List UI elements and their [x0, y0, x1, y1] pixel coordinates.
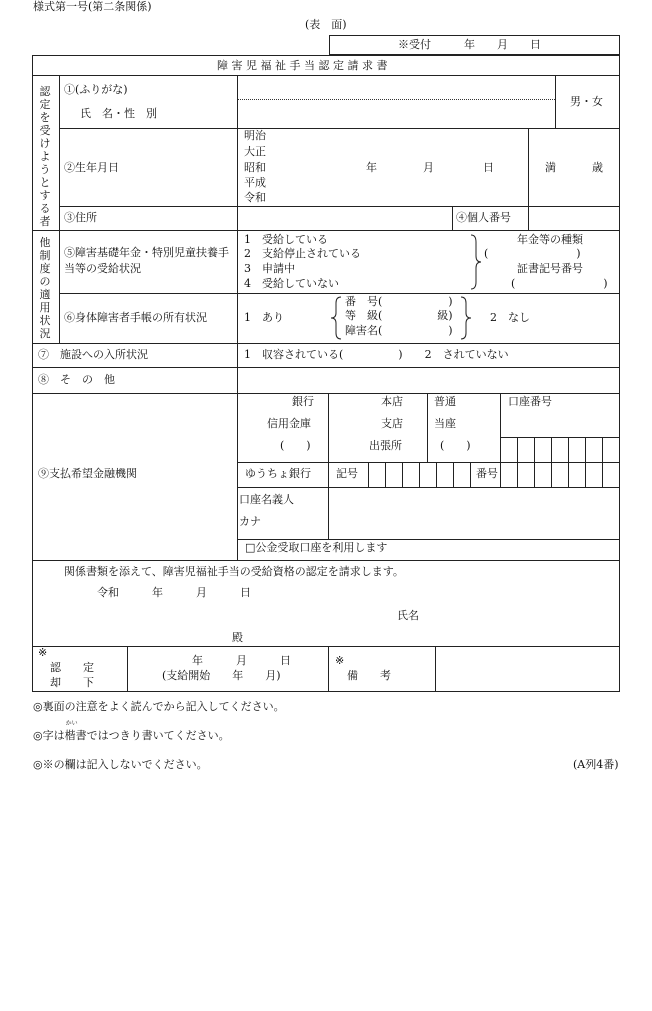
handbook-no-option[interactable]: 2 なし [490, 311, 530, 324]
pension-type-input[interactable]: ( ) [484, 247, 581, 260]
yucho-number-label: 番号 [476, 467, 498, 480]
addressee-label: 殿 [232, 631, 243, 644]
handbook-number-field[interactable]: 番 号( ) [345, 295, 453, 308]
age-unit-label: 歳 [592, 161, 603, 174]
note2-kanji: 楷 [64, 729, 76, 742]
facility-options[interactable]: 1 収容されている( ) 2 されていない [244, 348, 509, 361]
decision-approve: 認 定 [50, 661, 94, 674]
note-do-not-fill: ◎※の欄は記入しないでください。 [33, 758, 208, 771]
birth-day-unit: 日 [483, 161, 494, 174]
remarks-label: 備 考 [347, 669, 391, 682]
pension-label-line1: ⑤障害基礎年金・特別児童扶養手 [64, 246, 229, 259]
era-reiwa[interactable]: 令和 [244, 191, 266, 204]
age-full-label: 満 [545, 161, 556, 174]
reception-label: ※受付 年 月 日 [398, 38, 541, 51]
pension-option-2[interactable]: 2 支給停止されている [244, 247, 361, 260]
handbook-label: ⑥身体障害者手帳の所有状況 [64, 311, 207, 324]
address-label: ③住所 [64, 211, 97, 224]
handbook-grade-field[interactable]: 等 級( 級) [345, 309, 453, 322]
yucho-symbol-label: 記号 [336, 467, 358, 480]
era-heisei[interactable]: 平成 [244, 176, 266, 189]
account-type-current[interactable]: 当座 [434, 417, 456, 430]
decision-date: 年 月 日 [192, 654, 291, 667]
handbook-disability-field[interactable]: 障害名( ) [345, 324, 453, 337]
pension-option-3[interactable]: 3 申請中 [244, 262, 295, 275]
birth-month-unit: 月 [423, 161, 434, 174]
account-type-other-input[interactable]: ( ) [440, 439, 471, 452]
name-gender-label: 氏 名・性 別 [80, 107, 157, 120]
account-number-label: 口座番号 [508, 395, 552, 408]
ruby-kai: かい [65, 720, 78, 727]
left-brace-icon [330, 296, 342, 340]
applicant-section-label: 認定を受けようとする者 [39, 85, 51, 228]
note2-suffix: 書ではつきり書いてください。 [75, 729, 230, 742]
branch-sub-branch[interactable]: 出張所 [369, 439, 402, 452]
note2-prefix: ◎字は [33, 729, 65, 742]
other-label: ⑧ そ の 他 [38, 373, 115, 386]
right-brace-icon [460, 296, 472, 340]
payment-start-label: (支給開始 年 月) [162, 669, 281, 682]
pension-label-line2: 当等の受給状況 [64, 262, 141, 275]
note-write-clearly [33, 720, 230, 742]
certificate-number-label: 証書記号番号 [517, 262, 583, 275]
account-holder-label: 口座名義人 [239, 493, 294, 506]
era-showa[interactable]: 昭和 [244, 161, 266, 174]
applicant-name-label: 氏名 [397, 609, 419, 622]
birth-year-unit: 年 [366, 161, 377, 174]
handbook-yes-option[interactable]: 1 あり [244, 311, 284, 324]
account-holder-kana-label: カナ [239, 515, 261, 528]
branch-head-office[interactable]: 本店 [381, 395, 403, 408]
birthdate-label: ②生年月日 [64, 161, 119, 174]
paper-size-label: (A列4番) [573, 758, 619, 771]
decision-reject: 却 下 [50, 676, 94, 689]
bank-type-other-input[interactable]: ( ) [280, 439, 311, 452]
page-side-label: (表 面) [305, 18, 347, 31]
bank-type-bank[interactable]: 銀行 [292, 395, 314, 408]
era-taisho[interactable]: 大正 [244, 145, 266, 158]
individual-number-label: ④個人番号 [456, 211, 511, 224]
form-title: 障 害 児 福 祉 手 当 認 定 請 求 書 [217, 59, 388, 72]
form-number: 様式第一号(第二条関係) [33, 0, 152, 13]
facility-label: ⑦ 施設への入所状況 [38, 348, 148, 361]
declaration-statement: 関係書類を添えて、障害児福祉手当の受給資格の認定を請求します。 [64, 565, 404, 578]
pension-option-1[interactable]: 1 受給している [244, 233, 328, 246]
pension-option-4[interactable]: 4 受給していない [244, 277, 339, 290]
bank-label: ⑨支払希望金融機関 [38, 467, 137, 480]
branch-branch[interactable]: 支店 [381, 417, 403, 430]
other-systems-section-label: 他制度の適用状況 [39, 236, 51, 340]
right-brace-icon [470, 234, 482, 290]
pension-type-label: 年金等の種類 [517, 233, 583, 246]
declaration-date[interactable]: 令和 年 月 日 [97, 586, 251, 599]
decision-mark: ※ [38, 646, 48, 659]
yucho-bank-label: ゆうちょ銀行 [245, 467, 311, 480]
bank-type-credit-union[interactable]: 信用金庫 [267, 417, 311, 430]
certificate-number-input[interactable]: ( ) [511, 277, 608, 290]
note-read-instructions: ◎裏面の注意をよく読んでから記入してください。 [33, 700, 285, 713]
furigana-label: ①(ふりがな) [64, 83, 128, 96]
account-type-ordinary[interactable]: 普通 [434, 395, 456, 408]
era-meiji[interactable]: 明治 [244, 129, 266, 142]
remarks-mark: ※ [335, 654, 345, 667]
public-account-checkbox[interactable]: □公金受取口座を利用します [245, 541, 388, 554]
gender-value[interactable]: 男・女 [570, 95, 603, 108]
